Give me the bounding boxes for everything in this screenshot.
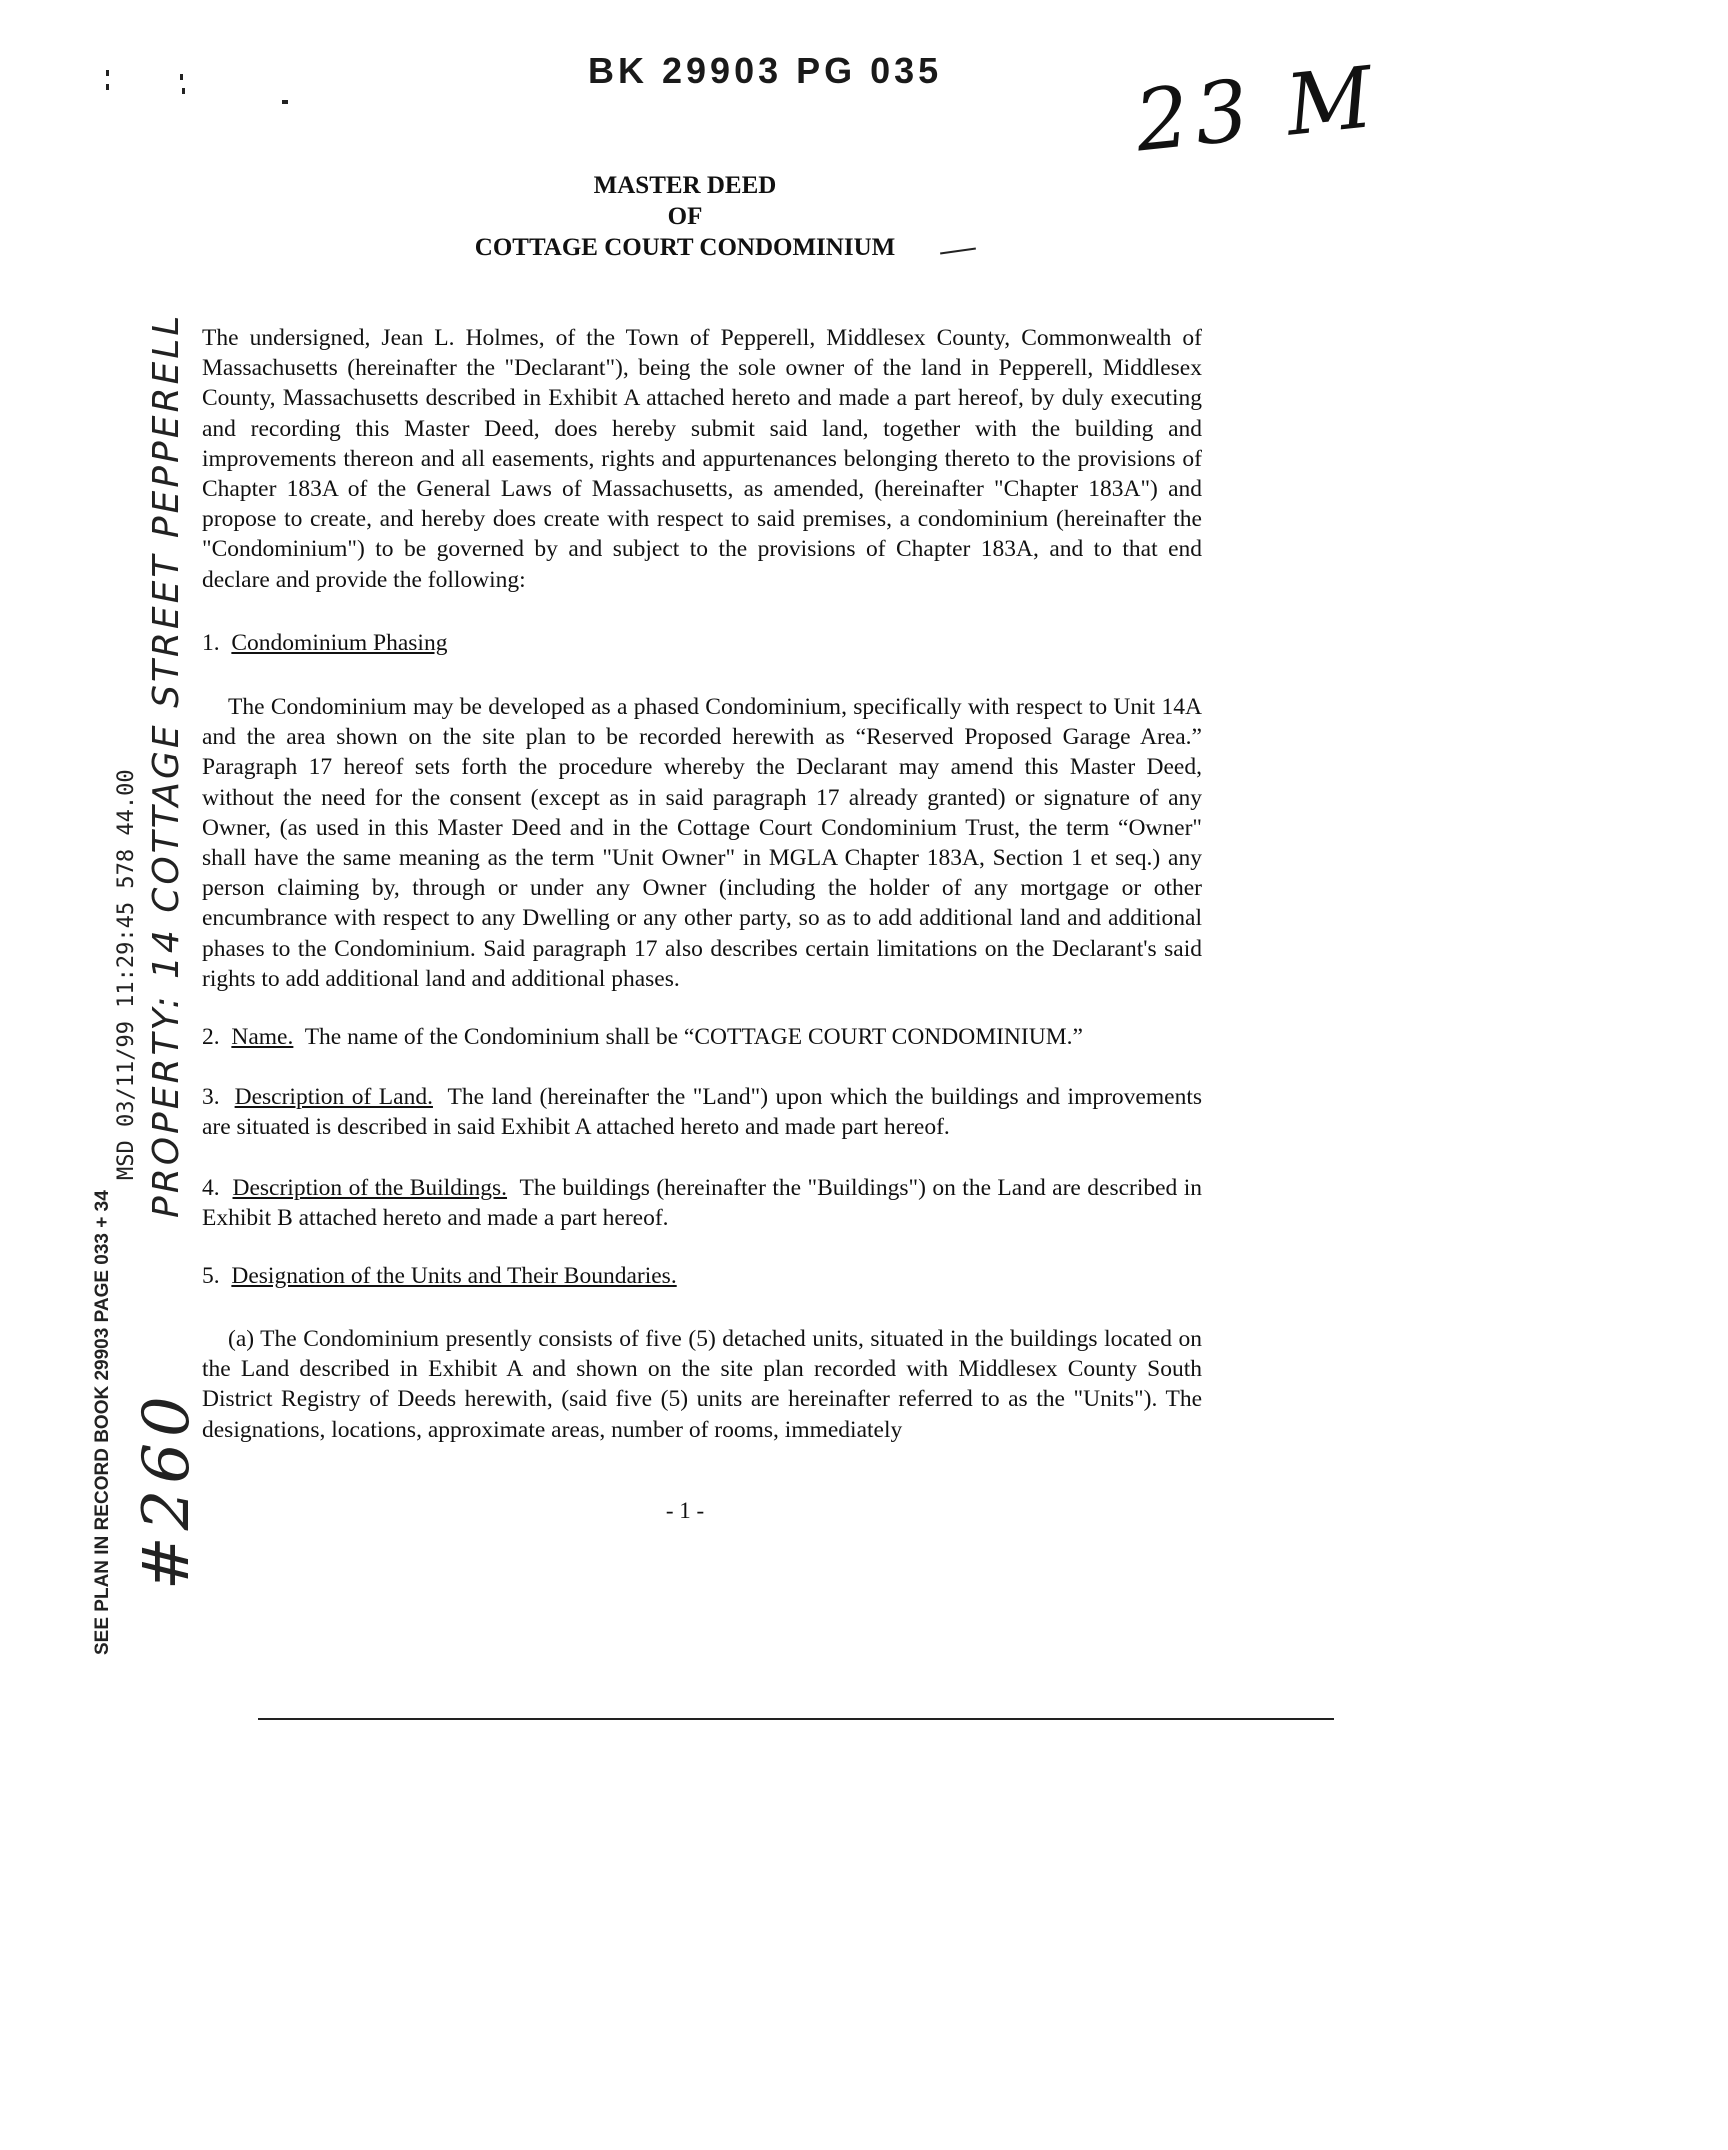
section-title: Designation of the Units and Their Boundaries. — [231, 1263, 677, 1289]
scan-speck — [106, 70, 109, 76]
bottom-divider — [258, 1718, 1334, 1720]
section-2-paragraph — [202, 1022, 1202, 1052]
page-number: - 1 - — [665, 1498, 705, 1523]
section-title: Name. — [231, 1024, 294, 1050]
handwritten-document-number: 23 M — [1130, 47, 1384, 171]
section-4-paragraph — [202, 1173, 1202, 1233]
section-5a-paragraph: (a) The Condominium presently consists of five (5) detached units, situated in the buildings located on the Land described in Exhibit A and shown on the site plan recorded with Middlesex County South District Registry of Deeds herewith, (said five (5) units are hereinafter referred to as the "Units"). The designations, locations, approximate areas, number of rooms, immediately — [202, 1326, 1202, 1443]
property-handwritten-note: PROPERTY: 14 COTTAGE STREET PEPPERELL — [146, 312, 187, 1218]
recording-stamp: MSD 03/11/99 11:29:45 578 44.00 — [114, 769, 139, 1180]
scan-speck — [180, 74, 183, 80]
section-number: 4. — [202, 1175, 220, 1201]
section-number: 5. — [202, 1263, 220, 1289]
section-1-heading — [202, 630, 447, 657]
section-text: The land (hereinafter the "Land") upon which the buildings and improvements are situated is described in said Exhibit A attached hereto and made part hereof. — [202, 1084, 1202, 1141]
document-title-name: COTTAGE COURT CONDOMINIUM — [474, 234, 896, 261]
section-number: 3. — [202, 1084, 220, 1110]
scan-speck — [106, 84, 109, 90]
scan-speck — [182, 88, 185, 94]
book-page-stamp: BK 29903 PG 035 — [588, 50, 943, 91]
document-title-of: OF — [667, 203, 703, 230]
document-title: MASTER DEED — [593, 172, 777, 199]
section-5-heading — [202, 1263, 677, 1290]
section-1-paragraph: The Condominium may be developed as a phased Condominium, specifically with respect to Unit 14A and the area shown on the site plan to be recorded herewith as “Reserved Proposed Garage Area.” Paragraph 17 hereof sets forth the procedure whereby the Declarant may amend this Master Deed, without the need for the consent (except as in said paragraph 17 already granted) or signature of any Owner, (as used in this Master Deed and in the Cottage Court Condominium Trust, the term “Owner" shall have the same meaning as the term "Unit Owner" in MGLA Chapter 183A, Section 1 et seq.) any person claiming by, through or under any Owner (including the holder of any mortgage or other encumbrance with respect to any Dwelling or any other party, so as to add additional land and additional phases to the Condominium. Said paragraph 17 also describes certain limitations on the Declarant's said rights to add additional land and additional phases. — [202, 694, 1202, 992]
section-number: 2. — [202, 1024, 220, 1050]
handwritten-reference-number: #260 — [130, 1390, 204, 1590]
section-title: Description of the Buildings. — [232, 1175, 508, 1201]
intro-paragraph: The undersigned, Jean L. Holmes, of the Town of Pepperell, Middlesex County, Commonwealth of Massachusetts (hereinafter the "Declarant"), being the sole owner of the land in Pepperell, Middlesex County, Massachusetts described in Exhibit A attached hereto and made a part hereof, by duly executing and recording this Master Deed, does hereby submit said land, together with the building and improvements thereon and all easements, rights and appurtenances belonging thereto to the provisions of Chapter 183A of the General Laws of Massachusetts, as amended, (hereinafter "Chapter 183A") and propose to create, and hereby does create with respect to said premises, a condominium (hereinafter the "Condominium") to be governed by and subject to the provisions of Chapter 183A, and to that end declare and provide the following: — [202, 325, 1202, 593]
section-text: The buildings (hereinafter the "Buildings") on the Land are described in Exhibit B attached hereto and made a part hereof. — [202, 1175, 1203, 1232]
section-text: The name of the Condominium shall be “COTTAGE COURT CONDOMINIUM.” — [304, 1024, 1083, 1050]
see-plan-stamp: SEE PLAN IN RECORD BOOK 29903 PAGE 033 + 34 — [92, 1190, 113, 1655]
section-title: Condominium Phasing — [231, 630, 448, 656]
scan-speck — [282, 100, 288, 104]
section-title: Description of Land. — [234, 1084, 433, 1110]
section-number: 1. — [202, 630, 220, 656]
section-3-paragraph — [202, 1082, 1202, 1142]
